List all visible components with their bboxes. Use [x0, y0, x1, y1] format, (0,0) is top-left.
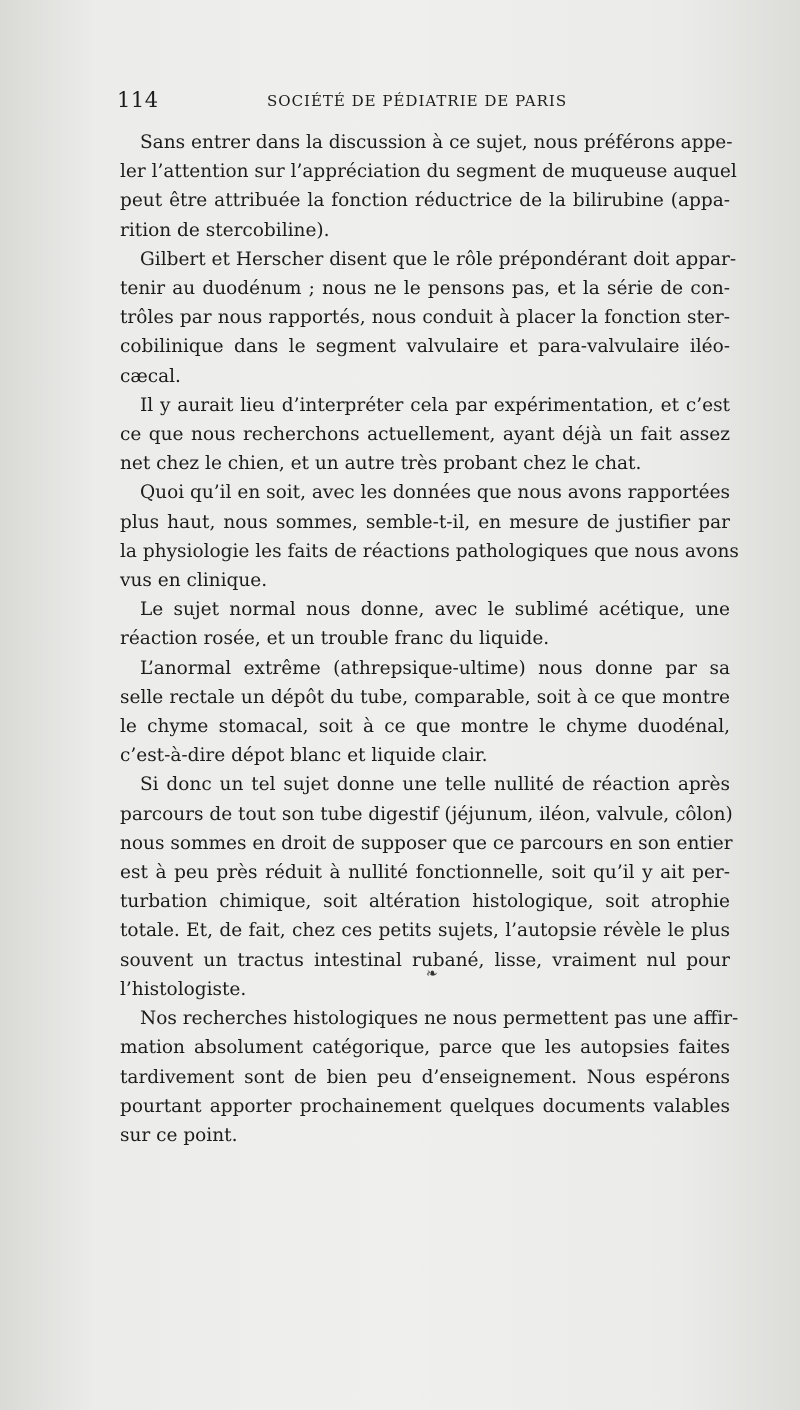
paragraph — [120, 478, 739, 595]
text-line: totale. Et, de fait, chez ces petits sujets, l’autopsie révèle le plus — [120, 920, 730, 942]
page-number: 114 — [117, 88, 159, 112]
text-line: plus haut, nous sommes, semble-t-il, en mesure de justifier par — [120, 511, 730, 533]
text-line: parcours de tout son tube digestif (jéjunum, iléon, valvule, côlon) — [120, 803, 733, 825]
text-line: ce que nous recherchons actuellement, ayant déjà un fait assez — [120, 424, 730, 446]
paragraph — [120, 391, 730, 479]
text-line: est à peu près réduit à nullité fonctionnelle, soit qu’il y ait per- — [120, 862, 730, 884]
text-line: selle rectale un dépôt du tube, comparable, soit à ce que montre — [120, 686, 730, 708]
text-line: tenir au duodénum ; nous ne le pensons pas, et la série de con- — [120, 278, 730, 300]
text-line: rition de stercobiline). — [120, 219, 330, 241]
text-line: turbation chimique, soit altération histologique, soit atrophie — [120, 891, 730, 913]
paragraph — [120, 770, 733, 1004]
text-line: Sans entrer dans la discussion à ce sujet, nous préférons appe- — [140, 132, 733, 153]
paragraph — [120, 245, 737, 391]
text-line: c’est-à-dire dépot blanc et liquide clair. — [120, 745, 488, 767]
text-line: Il y aurait lieu d’interpréter cela par expérimentation, et c’est — [140, 394, 730, 416]
body-text — [120, 128, 739, 1150]
text-line: mation absolument catégorique, parce que les autopsies faites — [120, 1037, 730, 1059]
text-line: vus en clinique. — [120, 570, 268, 592]
text-line: la physiologie les faits de réactions pathologiques que nous avons — [120, 540, 739, 562]
text-line: ler l’attention sur l’appréciation du segment de muqueuse auquel — [120, 161, 737, 183]
ink-mark-icon: ❧ — [426, 966, 438, 982]
paragraph — [120, 654, 730, 771]
text-line: nous sommes en droit de supposer que ce parcours en son entier — [120, 832, 733, 854]
page-header — [117, 88, 727, 116]
text-line: net chez le chien, et un autre très probant chez le chat. — [120, 453, 642, 475]
text-line: tardivement sont de bien peu d’enseignement. Nous espérons — [120, 1066, 730, 1088]
text-line: Nos recherches histologiques ne nous permettent pas une affir- — [140, 1008, 739, 1030]
text-line: Si donc un tel sujet donne une telle nullité de réaction après — [140, 774, 730, 796]
paragraph — [120, 1004, 739, 1150]
text-line: réaction rosée, et un trouble franc du liquide. — [120, 628, 550, 650]
text-line: pourtant apporter prochainement quelques documents valables — [120, 1095, 730, 1117]
text-line: Gilbert et Herscher disent que le rôle prépondérant doit appar- — [140, 248, 737, 270]
text-line: cæcal. — [120, 365, 181, 387]
text-line: l’histologiste. — [120, 978, 247, 1000]
text-line: souvent un tractus intestinal rubané, lisse, vraiment nul pour — [120, 949, 730, 971]
text-line: le chyme stomacal, soit à ce que montre le chyme duodénal, — [120, 716, 730, 738]
running-head: SOCIÉTÉ DE PÉDIATRIE DE PARIS — [267, 92, 568, 110]
text-line: L’anormal extrême (athrepsique-ultime) nous donne par sa — [140, 657, 730, 679]
text-line: Quoi qu’il en soit, avec les données que nous avons rapportées — [140, 482, 731, 504]
text-line: cobilinique dans le segment valvulaire et para-valvulaire iléo- — [120, 336, 730, 358]
paragraph — [120, 128, 737, 245]
text-line: trôles par nous rapportés, nous conduit à placer la fonction ster- — [120, 307, 730, 329]
paragraph — [120, 595, 730, 653]
text-line: sur ce point. — [120, 1124, 238, 1146]
text-line: Le sujet normal nous donne, avec le sublimé acétique, une — [140, 599, 730, 621]
text-line: peut être attribuée la fonction réductrice de la bilirubine (appa- — [120, 190, 730, 212]
